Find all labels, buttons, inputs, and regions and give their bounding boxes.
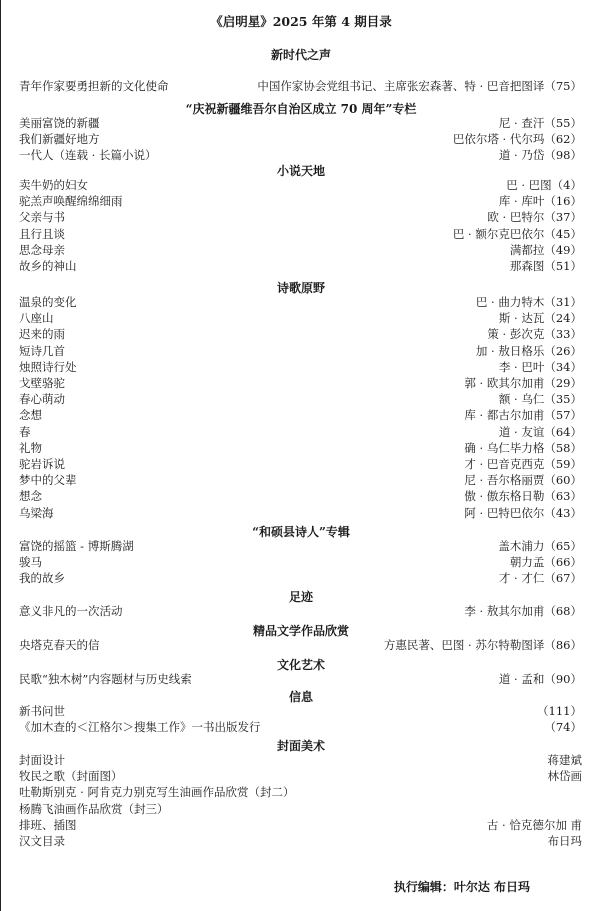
entry-title: 故乡的神山	[19, 259, 77, 273]
entry-title: 春心萌动	[19, 392, 65, 407]
entry-title: 且行且谈	[19, 226, 65, 241]
toc-entry	[19, 570, 582, 586]
toc-entry	[19, 488, 582, 504]
toc-entry	[19, 440, 582, 456]
toc-entry	[19, 226, 582, 242]
entry-author-page: 傲 · 傲东格日勒（63）	[464, 489, 582, 504]
entry-title: 父亲与书	[19, 210, 65, 225]
toc-entry	[19, 326, 582, 342]
entry-title: 梦中的父辈	[19, 473, 77, 488]
section-heading: “庆祝新疆维吾尔自治区成立 70 周年”专栏	[185, 102, 417, 116]
section-heading: 信息	[288, 690, 313, 704]
entry-author-page: 郭 · 欧其尔加甫（29）	[464, 376, 582, 390]
entry-author-page: 中国作家协会党组书记、主席张宏森著、特 · 巴音把图译（75）	[257, 79, 582, 93]
entry-title: 央塔克春天的信	[19, 638, 100, 652]
toc-entry	[19, 258, 582, 274]
entry-title: 杨腾飞油画作品欣赏（封三）	[19, 801, 169, 816]
entry-title: 驼岩诉说	[19, 457, 65, 471]
entry-author-page: 满都拉（49）	[509, 242, 582, 257]
entry-title: 封面设计	[19, 753, 65, 767]
toc-entry	[19, 784, 582, 800]
entry-author-page: 布日玛	[547, 834, 582, 848]
entry-title: 意义非凡的一次活动	[19, 604, 123, 618]
entry-author-page: 才 · 才仁（67）	[498, 571, 582, 586]
entry-author-page: 库 · 库叶（16）	[498, 194, 582, 209]
toc-entry	[19, 671, 582, 687]
toc-entry	[19, 359, 582, 375]
toc-entry	[19, 310, 582, 326]
toc-entry	[19, 752, 582, 768]
section-heading: 封面美术	[276, 739, 325, 753]
entry-author-page: 方惠民著、巴图 · 苏尔特勒图译（86）	[383, 638, 582, 652]
entry-title: 春	[19, 424, 31, 439]
entry-author-page: 库 · 都古尔加甫（57）	[464, 408, 582, 423]
toc-entry	[19, 817, 582, 833]
toc-entry	[19, 456, 582, 472]
toc-entry	[19, 375, 582, 391]
entry-title: 温泉的变化	[19, 295, 77, 309]
entry-author-page: 斯 · 达瓦（24）	[498, 311, 582, 326]
toc-entry	[19, 343, 582, 359]
entry-title: 排班、插图	[19, 817, 77, 832]
entry-author-page: 尼 · 吾尔格丽贾（60）	[464, 473, 582, 488]
section-heading: 诗歌原野	[276, 281, 325, 295]
entry-author-page: 欧 · 巴特尔（37）	[487, 210, 582, 225]
toc-entry	[19, 242, 582, 258]
entry-title: 思念母亲	[19, 242, 65, 257]
entry-title: 短诗几首	[19, 343, 65, 358]
entry-author-page: （74）	[544, 720, 582, 735]
entry-title: 富饶的摇篮 - 博斯腾湖	[19, 539, 134, 553]
entry-author-page: 尼 · 查汗（55）	[498, 116, 582, 130]
entry-author-page: 那森图（51）	[509, 259, 582, 273]
entry-title: 驼羔声唤醒绵绵细雨	[19, 194, 123, 209]
entry-author-page: 巴 · 额尔克巴依尔（45）	[452, 226, 582, 241]
toc-entry	[19, 603, 582, 619]
toc-entry	[19, 294, 582, 310]
entry-author-page: 道 · 友谊（64）	[498, 424, 582, 439]
section-heading: 小说天地	[276, 164, 325, 178]
entry-title: 一代人（连载 · 长篇小说）	[19, 148, 157, 163]
toc-entry	[19, 472, 582, 488]
page-title: 《启明星》2025 年第 4 期目录	[210, 14, 392, 29]
toc-entry	[19, 177, 582, 193]
entry-author-page: 巴 · 巴图（4）	[506, 178, 582, 192]
toc-entry	[19, 538, 582, 554]
toc-entry	[19, 115, 582, 131]
entry-author-page: 林岱画	[547, 769, 582, 784]
entry-title: 吐勒斯别克 · 阿肯克力别克写生油画作品欣赏（封二）	[19, 785, 295, 800]
toc-entry	[19, 147, 582, 163]
entry-author-page: 盖木浦力（65）	[498, 539, 582, 553]
entry-author-page: 蒋建斌	[547, 753, 582, 767]
entry-author-page: 朝力孟（66）	[509, 555, 582, 570]
entry-title: 我的故乡	[19, 571, 65, 586]
toc-entry	[19, 424, 582, 440]
toc-entry	[19, 407, 582, 423]
entry-title: 烛照诗行处	[19, 359, 77, 374]
entry-title: 乌梁海	[19, 505, 54, 520]
entry-title: 民歌“独木树”内容题材与历史线索	[19, 672, 192, 686]
entry-title: 美丽富饶的新疆	[19, 116, 100, 130]
entry-title: 卖牛奶的妇女	[19, 178, 88, 192]
section-heading: “和硕县诗人”专辑	[252, 525, 350, 539]
entry-author-page: 额 · 乌仁（35）	[498, 392, 582, 407]
entry-title: 《加木查的＜江格尔＞搜集工作》一书出版发行	[19, 720, 261, 735]
entry-author-page: 古 · 恰克德尔加 甫	[486, 817, 582, 832]
section-heading: 新时代之声	[270, 48, 331, 62]
editor-credit: 执行编辑：叶尔达 布日玛	[393, 880, 530, 894]
section-heading: 文化艺术	[276, 658, 325, 672]
entry-title: 戈壁骆驼	[19, 376, 65, 390]
entry-author-page: 巴 · 曲力特木（31）	[475, 295, 582, 309]
toc-entry	[19, 719, 582, 735]
entry-author-page: 阿 · 巴特巴依尔（43）	[464, 505, 582, 520]
toc-entry	[19, 801, 582, 817]
toc-entry	[19, 768, 582, 784]
entry-author-page: （111）	[537, 704, 582, 718]
entry-title: 新书问世	[19, 704, 65, 718]
toc-entry	[19, 833, 582, 849]
toc-entry	[19, 637, 582, 653]
entry-title: 想念	[19, 489, 42, 504]
toc-entry	[19, 391, 582, 407]
entry-author-page: 确 · 乌仁毕力格（58）	[464, 440, 582, 455]
entry-title: 汉文目录	[19, 834, 65, 848]
entry-title: 牧民之歌（封面图）	[19, 769, 123, 784]
entry-title: 礼物	[19, 440, 42, 455]
entry-title: 迟来的雨	[19, 327, 65, 342]
entry-author-page: 巴依尔塔 · 代尔玛（62）	[452, 132, 582, 147]
entry-author-page: 策 · 彭次克（33）	[487, 327, 582, 342]
toc-entry	[19, 209, 582, 225]
entry-author-page: 加 · 敖日格乐（26）	[475, 343, 582, 358]
entry-title: 八座山	[19, 311, 54, 326]
entry-title: 我们新疆好地方	[19, 132, 100, 147]
entry-title: 青年作家要勇担新的文化使命	[19, 79, 169, 93]
toc-entry	[19, 554, 582, 570]
entry-author-page: 李 · 敖其尔加甫（68）	[464, 604, 582, 618]
toc-entry	[19, 131, 582, 147]
section-heading: 足迹	[288, 590, 313, 604]
entry-author-page: 才 · 巴音克西克（59）	[464, 457, 582, 471]
entry-author-page: 道 · 孟和（90）	[498, 672, 582, 686]
section-heading: 精品文学作品欣赏	[252, 624, 349, 638]
toc-entry	[19, 505, 582, 521]
entry-title: 骏马	[19, 555, 42, 570]
entry-author-page: 道 · 乃岱（98）	[498, 148, 582, 163]
entry-author-page: 李 · 巴叶（34）	[498, 359, 582, 374]
toc-entry	[19, 78, 582, 94]
toc-entry	[19, 703, 582, 719]
entry-title: 念想	[19, 408, 42, 423]
toc-entry	[19, 193, 582, 209]
